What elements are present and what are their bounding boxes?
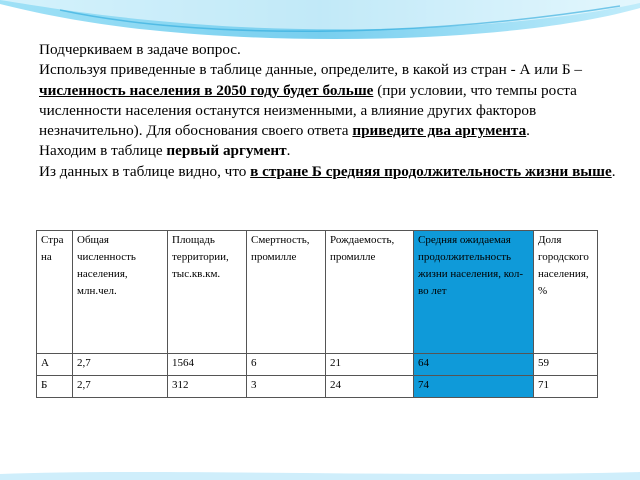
p3-pre: Находим в таблице xyxy=(39,142,167,160)
table-cell: 2,7 xyxy=(73,354,168,376)
table-header-row xyxy=(37,231,598,354)
paragraph-4 xyxy=(39,162,619,182)
p4-end: . xyxy=(611,162,616,180)
p3-bold: первый аргумент xyxy=(166,142,287,160)
header-cell: Площадь территории, тыс.кв.км. xyxy=(168,231,247,354)
table-cell-highlighted: 64 xyxy=(414,354,534,376)
header-cell: Общая численность населения, млн.чел. xyxy=(73,231,168,354)
table-cell: 1564 xyxy=(168,354,247,376)
table-row xyxy=(37,376,598,398)
paragraph-1: Подчеркиваем в задаче вопрос. xyxy=(39,41,241,58)
p2-mid: (при условии, что темпы роста численности населения останутся неизменными, а влияние других факторов незначительно). Для обоснования своего ответа xyxy=(39,81,577,140)
table-cell: 6 xyxy=(247,354,326,376)
paragraph-2 xyxy=(39,60,619,141)
table-cell: 312 xyxy=(168,376,247,398)
table-cell: 3 xyxy=(247,376,326,398)
table-cell: 21 xyxy=(326,354,414,376)
table-cell-highlighted: 74 xyxy=(414,376,534,398)
p2-end: . xyxy=(526,122,530,140)
header-cell: Стра на xyxy=(37,231,73,354)
p2-underlined-1: численность населения в 2050 году будет больше xyxy=(39,81,374,99)
slide-text xyxy=(39,40,619,182)
table-cell: 71 xyxy=(534,376,598,398)
p4-underlined: в стране Б средняя продолжительность жизни выше xyxy=(250,162,612,180)
table-row xyxy=(37,354,598,376)
footer-wave-decoration xyxy=(0,468,640,480)
header-cell-highlighted: Средняя ожидаемая продолжительность жизни населения, кол-во лет xyxy=(414,231,534,354)
table-cell: Б xyxy=(37,376,73,398)
table-cell: А xyxy=(37,354,73,376)
table-cell: 59 xyxy=(534,354,598,376)
p2-underlined-2: приведите два аргумента xyxy=(352,122,527,140)
table-cell: 2,7 xyxy=(73,376,168,398)
header-cell: Доля городского населения, % xyxy=(534,231,598,354)
paragraph-3 xyxy=(39,141,619,161)
p4-pre: Из данных в таблице видно, что xyxy=(39,162,251,180)
header-cell: Смертность, промилле xyxy=(247,231,326,354)
table-cell: 24 xyxy=(326,376,414,398)
header-cell: Рождаемость, промилле xyxy=(326,231,414,354)
country-data-table xyxy=(36,230,598,398)
p3-end: . xyxy=(286,142,291,160)
p2-pre: Используя приведенные в таблице данные, определите, в какой из стран - А или Б – xyxy=(39,61,582,79)
